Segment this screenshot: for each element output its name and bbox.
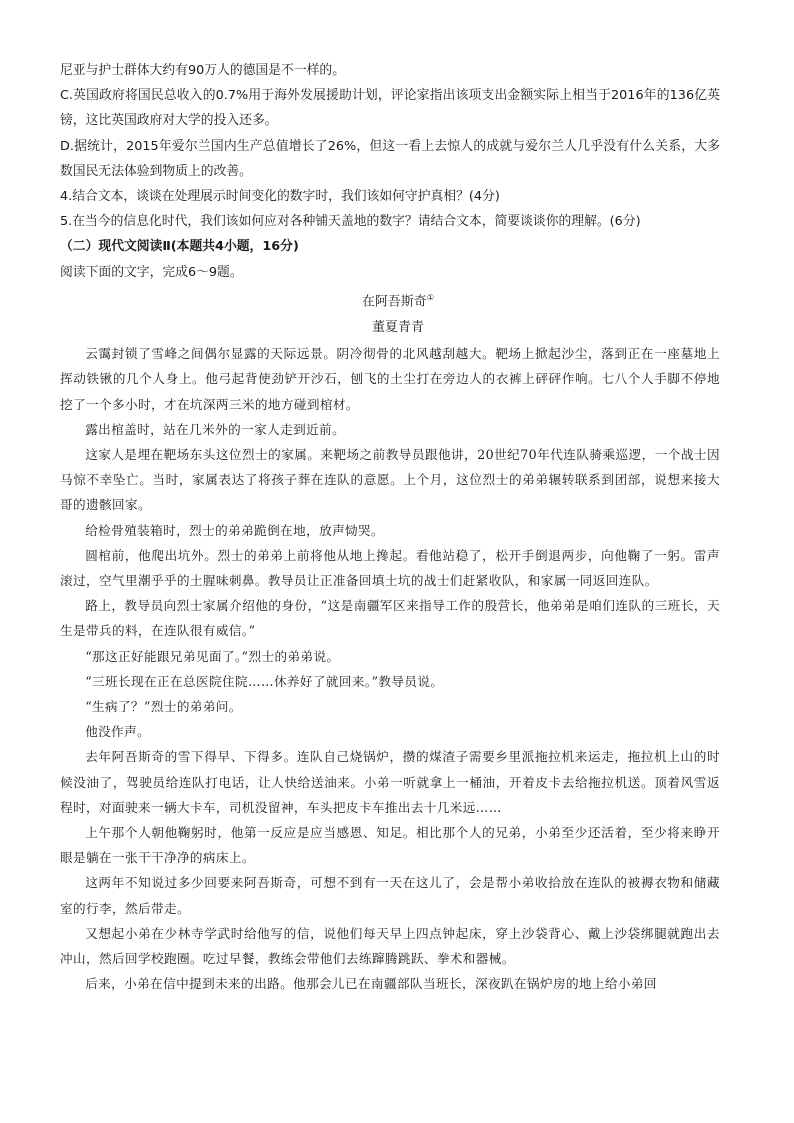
story-paragraph: 露出棺盖时，站在几米外的一家人走到近前。: [85, 421, 346, 437]
option-c: C.英国政府将国民总收入的0.7%用于海外发展援助计划，评论家指出该项支出金额实际上相当于2016年的136亿英镑，这比英国政府对大学的投入还多。: [60, 88, 720, 129]
story-body: [60, 341, 720, 996]
story-paragraph: 又想起小弟在少林寺学武时给他写的信，说他们每天早上四点钟起床，穿上沙袋背心、戴上沙袋绑腿就跑出去冲山，然后回学校跑圈。吃过早餐，教练会带他们去练蹿腾跳跃、拳术和器械。: [60, 925, 720, 967]
story-paragraph: 这两年不知说过多少回要来阿吾斯奇，可想不到有一天在这儿了，会是帮小弟收拾放在连队的被褥衣物和储藏室的行李，然后带走。: [60, 875, 720, 916]
story-paragraph: 这家人是埋在靶场东头这位烈士的家属。来靶场之前教导员跟他讲，20世纪70年代连队骑乘巡逻，一个战士因马惊不幸坠亡。当时，家属表达了将孩子葬在连队的意愿。上个月，这位烈士的弟弟辗转联系到团部，说想来接大哥的遗骸回家。: [60, 446, 720, 513]
option-b-continuation: 尼亚与护士群体大约有90万人的德国是不一样的。: [60, 63, 346, 78]
story-paragraph: 云霭封锁了雪峰之间偶尔显露的天际远景。阴冷彻骨的北风越刮越大。靶场上掀起沙尘，落到正在一座墓地上挥动铁锹的几个人身上。他弓起背使劲铲开沙石，刨飞的土尘打在旁边人的衣裤上砰砰作响。七八个人手脚不停地挖了一个多小时，才在坑深两三米的地方碰到棺材。: [60, 346, 720, 412]
story-paragraph: 后来，小弟在信中提到未来的出路。他那会儿已在南疆部队当班长，深夜趴在锅炉房的地上给小弟回: [85, 976, 657, 992]
section-heading: （二）现代文阅读Ⅱ(本题共4小题，16分): [60, 239, 299, 255]
option-d: D.据统计，2015年爱尔兰国内生产总值增长了26%，但这一看上去惊人的成就与爱尔兰人几乎没有什么关系，大多数国民无法体验到物质上的改善。: [60, 138, 720, 179]
story-paragraph: 他没作声。: [85, 724, 151, 740]
section-instruction: 阅读下面的文字，完成6～9题。: [60, 264, 243, 280]
story-author: 董夏青青: [371, 320, 424, 336]
story-paragraph: 圆棺前，他爬出坑外。烈士的弟弟上前将他从地上搀起。看他站稳了，松开手倒退两步，向他鞠了一躬。雷声滚过，空气里潮乎乎的土腥味刺鼻。教导员让正准备回填土坑的战士们赶紧收队，和家属一同返回连队。: [60, 547, 720, 588]
story-paragraph: “三班长现在正在总医院住院……休养好了就回来。”教导员说。: [85, 673, 444, 689]
story-title-text: 在阿吾斯奇: [361, 294, 427, 310]
question-5: 5.在当今的信息化时代，我们该如何应对各种铺天盖地的数字？请结合文本，简要谈谈你的理解。(6分): [60, 214, 641, 230]
story-title: [68, 285, 728, 315]
story-paragraph: 上午那个人朝他鞠躬时，他第一反应是应当感恩、知足。相比那个人的兄弟，小弟至少还活着，至少将来睁开眼是躺在一张干干净净的病床上。: [60, 825, 720, 866]
question-4: 4.结合文本，谈谈在处理展示时间变化的数字时，我们该如何守护真相？(4分): [60, 189, 500, 205]
story-paragraph: 去年阿吾斯奇的雪下得早、下得多。连队自己烧锅炉，攒的煤渣子需要乡里派拖拉机来运走，拖拉机上山的时候没油了，驾驶员给连队打电话，让人快给送油来。小弟一听就拿上一桶油，开着皮卡去给拖拉机送。顶着风雪返程时，对面驶来一辆大卡车，司机没留神，车头把皮卡车推出去十几米远……: [60, 749, 720, 815]
exam-page: [60, 58, 720, 996]
story-paragraph: 给检骨殖装箱时，烈士的弟弟跪倒在地，放声恸哭。: [85, 522, 385, 538]
story-paragraph: 路上，教导员向烈士家属介绍他的身份，“这是南疆军区来指导工作的殷营长，他弟弟是咱们连队的三班长，天生是带兵的料，在连队很有威信。”: [60, 598, 720, 639]
story-paragraph: “生病了？”烈士的弟弟问。: [85, 699, 242, 714]
story-paragraph: “那这正好能跟兄弟见面了。”烈士的弟弟说。: [85, 648, 340, 664]
footnote-mark: ①: [426, 292, 435, 302]
